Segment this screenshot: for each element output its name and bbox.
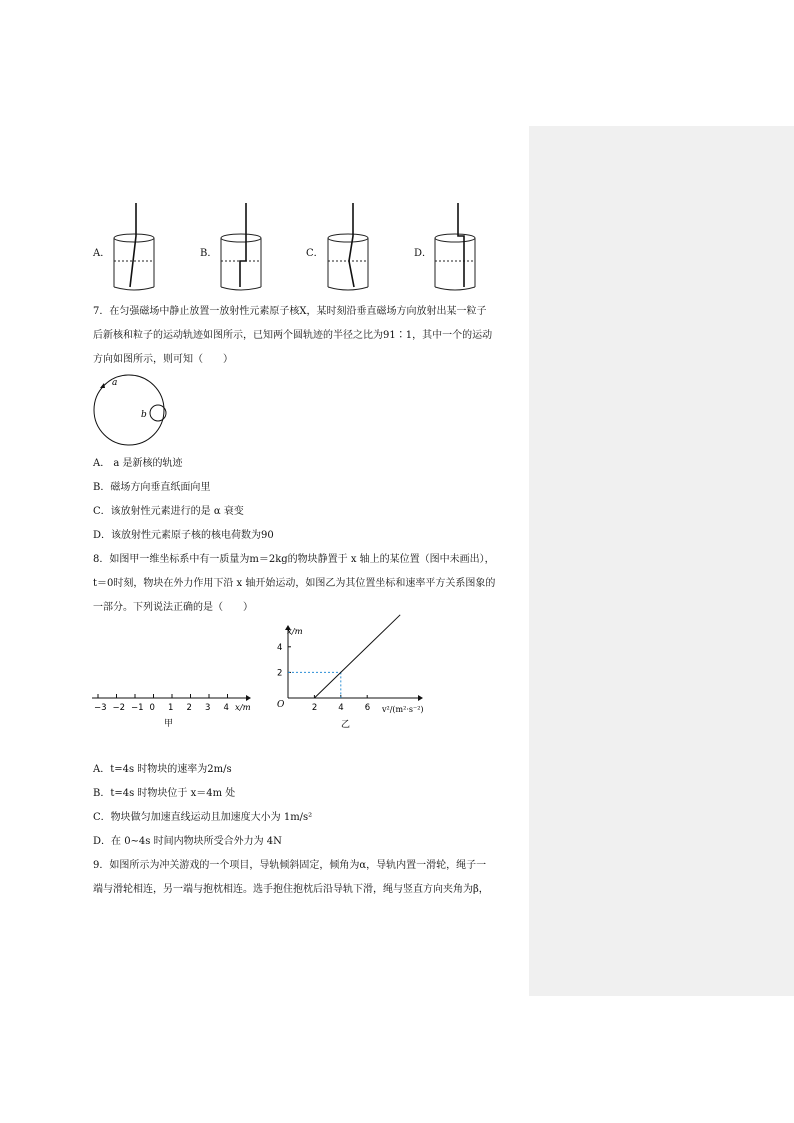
comment-panel (529, 126, 794, 996)
q6-figure-b (217, 203, 267, 293)
graph-xlabel: v²/(m²·s⁻²) (382, 705, 424, 714)
q6-figure-d (431, 203, 481, 293)
graph-data-line (314, 615, 400, 698)
q7-orbit-figure (92, 374, 172, 450)
graph-x-tick-label: 4 (338, 703, 344, 713)
q7-stem-line1: 7．在匀强磁场中静止放置一放射性元素原子核X，某时刻沿垂直磁场方向放射出某一粒子 (93, 306, 487, 317)
number-line-tick-label: −1 (131, 703, 144, 713)
graph-ylabel: x/m (287, 627, 303, 637)
q8-stem-line1: 8．如图甲一维坐标系中有一质量为m＝2kg的物块静置于 x 轴上的某位置（图中未画出）， (93, 554, 495, 565)
q7-option-b[interactable]: B．磁场方向垂直纸面向里 (93, 482, 211, 493)
number-line-unit: x/m (235, 703, 251, 713)
number-line-tick-label: 2 (186, 703, 192, 713)
graph-origin-label: O (277, 700, 285, 710)
q6-figure-a (110, 203, 160, 293)
number-line-tick-label: 3 (205, 703, 211, 713)
graph-x-tick-label: 6 (364, 703, 371, 713)
orbit-label-b: b (141, 410, 147, 420)
figure-jia-caption: 甲 (164, 719, 174, 729)
graph-y-tick-label: 2 (277, 668, 283, 679)
q8-stem-line2: t＝0时刻，物块在外力作用下沿 x 轴开始运动，如图乙为其位置坐标和速率平方关系图象的 (93, 578, 496, 589)
q6-option-d-label[interactable]: D． (414, 248, 433, 259)
q9-stem-line2: 端与滑轮相连，另一端与抱枕相连。选手抱住抱枕后沿导轨下滑，绳与竖直方向夹角为β， (93, 884, 489, 895)
axis-arrow-icon (246, 695, 251, 701)
q8-stem-line3: 一部分。下列说法正确的是（ ） (93, 602, 253, 613)
q8-option-d[interactable]: D．在 0∼4s 时间内物块所受合外力为 4N (93, 836, 282, 847)
number-line-tick-label: −2 (112, 703, 126, 713)
x-axis-arrow-icon (418, 695, 423, 701)
figure-yi-caption: 乙 (341, 720, 351, 730)
number-line-tick-label: 1 (168, 703, 174, 713)
graph-y-tick-label: 4 (277, 642, 283, 653)
number-line-tick-label: 0 (149, 703, 155, 713)
q6-figure-c (324, 203, 374, 293)
q6-option-b-label[interactable]: B． (200, 248, 218, 259)
graph-x-tick-label: 2 (311, 703, 318, 713)
q6-option-c-label[interactable]: C． (306, 248, 324, 259)
q9-stem-line1: 9．如图所示为冲关游戏的一个项目，导轨倾斜固定，倾角为α，导轨内置一滑轮，绳子一 (93, 860, 487, 871)
q7-option-a[interactable]: A． a 是新核的轨迹 (93, 458, 183, 469)
q8-option-c[interactable]: C．物块做匀加速直线运动且加速度大小为 1m/s² (93, 812, 313, 823)
q7-stem-line3: 方向如图所示，则可知（ ） (93, 354, 233, 365)
number-line-figure (88, 688, 258, 733)
x-v2-graph (270, 620, 435, 735)
q8-option-b[interactable]: B．t=4s 时物块位于 x＝4m 处 (93, 788, 236, 799)
number-line-tick-label: 4 (223, 703, 229, 713)
q8-option-a[interactable]: A．t=4s 时物块的速率为2m/s (93, 764, 232, 775)
direction-arrow-icon (100, 383, 105, 388)
orbit-label-a: a (112, 378, 118, 388)
q6-option-a-label[interactable]: A． (93, 248, 111, 259)
number-line-tick-label: −3 (94, 703, 107, 713)
q7-stem-line2: 后新核和粒子的运动轨迹如图所示，已知两个圆轨迹的半径之比为91∶1，其中一个的运动 (93, 330, 493, 341)
q7-option-c[interactable]: C．该放射性元素进行的是 α 衰变 (93, 506, 244, 517)
q7-option-d[interactable]: D．该放射性元素原子核的核电荷数为90 (93, 530, 274, 541)
